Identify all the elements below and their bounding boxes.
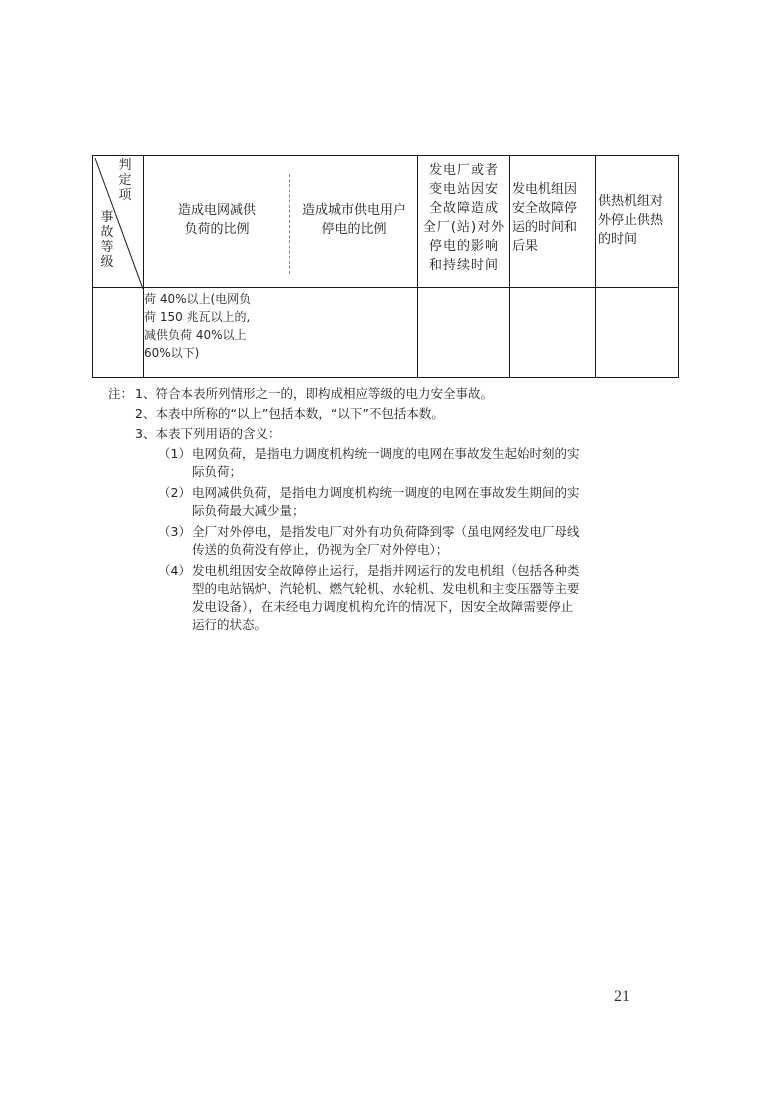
page-number: 21 — [614, 988, 630, 1005]
col-divider-4 — [509, 156, 510, 377]
col-divider-3 — [417, 156, 418, 377]
header-heating-stop: 供热机组对 外停止供热 的时间 — [598, 194, 664, 247]
header-plant-outage: 发电厂或者 变电站因安 全故障造成 全厂(站)对外 停电的影响 和持续时间 — [422, 163, 506, 273]
definition-1-line-1: 电网负荷，是指电力调度机构统一调度的电网在事故发生起始时刻的实 — [192, 446, 580, 461]
header-separator — [93, 287, 678, 288]
definition-2-num: （2） — [158, 485, 191, 500]
table-cell-load-ratio: 荷 40%以上(电网负 荷 150 兆瓦以上的, 减供负荷 40%以上 60%以下) — [144, 292, 252, 360]
definition-1-num: （1） — [158, 446, 191, 461]
definition-3-num: （3） — [158, 524, 191, 539]
definition-3-line-1: 全厂对外停电，是指发电厂对外有功负荷降到零（虽电网经发电厂母线 — [192, 524, 580, 539]
col-divider-2 — [289, 174, 290, 274]
header-city-outage: 造成城市供电用户 停电的比例 — [301, 203, 406, 237]
note-item-2: 2、本表中所称的“以上”包括本数，“以下”不包括本数。 — [135, 406, 444, 421]
corner-label-criteria: 判 定 项 — [118, 158, 132, 203]
note-item-1: 1、符合本表所列情形之一的，即构成相应等级的电力安全事故。 — [135, 386, 493, 401]
definition-4-line-4: 运行的状态。 — [192, 617, 268, 632]
definition-2-line-2: 际负荷最大减少量； — [192, 503, 305, 518]
definition-4-line-2: 型的电站锅炉、汽轮机、燃气轮机、水轮机、发电机和主变压器等主要 — [192, 581, 580, 596]
definition-2-line-1: 电网减供负荷，是指电力调度机构统一调度的电网在事故发生期间的实 — [192, 485, 580, 500]
note-item-3: 3、本表下列用语的含义： — [135, 426, 281, 441]
definition-4-num: （4） — [158, 563, 191, 578]
header-grid-load-reduction: 造成电网减供 负荷的比例 — [177, 203, 256, 237]
definition-4-line-1: 发电机组因安全故障停止运行，是指并网运行的发电机组（包括各种类 — [192, 563, 580, 578]
notes-prefix: 注： — [108, 386, 134, 401]
definition-1-line-2: 际负荷； — [192, 464, 243, 479]
header-unit-outage: 发电机组因 安全故障停 运的时间和 后果 — [512, 182, 578, 254]
definition-4-line-3: 发电设备），在未经电力调度机构允许的情况下，因安全故障需要停止 — [192, 599, 574, 614]
corner-label-level: 事 故 等 级 — [100, 210, 114, 270]
definition-3-line-2: 传送的负荷没有停止，仍视为全厂对外停电）； — [192, 542, 449, 557]
